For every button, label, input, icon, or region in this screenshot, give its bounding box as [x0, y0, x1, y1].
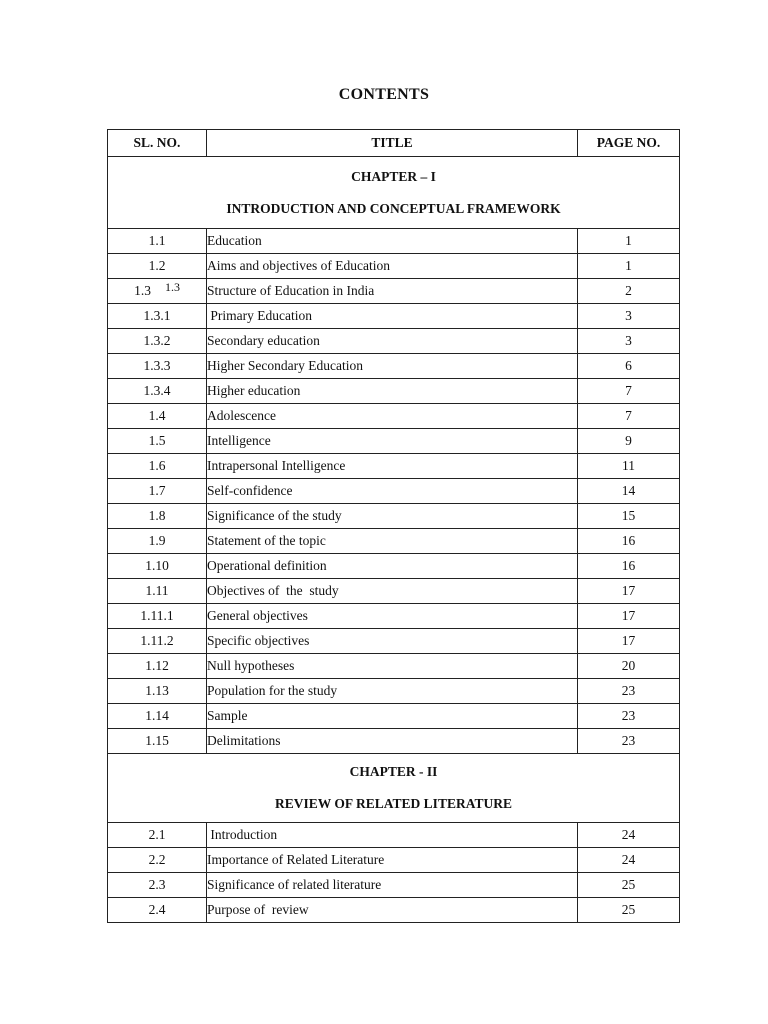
sl-no-cell: [108, 898, 207, 923]
sl-no-cell: [108, 873, 207, 898]
page-number: 17: [578, 629, 680, 654]
sl-no: 2.2: [148, 852, 166, 867]
entry-title: Primary Education: [207, 304, 578, 329]
table-row: [108, 654, 680, 679]
sl-no: 1.3.2: [143, 333, 171, 348]
page-number: 2: [578, 279, 680, 304]
entry-title: Self-confidence: [207, 479, 578, 504]
table-row: [108, 229, 680, 254]
sl-no: 1.8: [148, 508, 166, 523]
sl-no: 1.11.2: [140, 633, 174, 648]
page-number: 3: [578, 329, 680, 354]
entry-title: Statement of the topic: [207, 529, 578, 554]
sl-no-cell: [108, 454, 207, 479]
sl-no-cell: [108, 229, 207, 254]
sl-no-cell: [108, 848, 207, 873]
sl-no-cell: [108, 729, 207, 754]
contents-body: [108, 157, 680, 923]
sl-no-cell: [108, 354, 207, 379]
header-sl-no: SL. NO.: [108, 130, 207, 157]
table-row: [108, 304, 680, 329]
table-row: [108, 254, 680, 279]
entry-title: Intrapersonal Intelligence: [207, 454, 578, 479]
sl-no: 1.5: [148, 433, 166, 448]
sl-no-cell: [108, 404, 207, 429]
table-row: [108, 529, 680, 554]
sl-no-cell: [108, 304, 207, 329]
page-title: CONTENTS: [338, 86, 430, 103]
sl-no-cell: [108, 279, 207, 304]
sl-no: 1.12: [145, 658, 169, 673]
table-row: [108, 679, 680, 704]
page-number: 1: [578, 254, 680, 279]
table-row: [108, 504, 680, 529]
page-number: 24: [578, 848, 680, 873]
table-row: [108, 279, 680, 304]
sl-no-cell: [108, 654, 207, 679]
page-number: 6: [578, 354, 680, 379]
sl-no: 1.6: [148, 458, 166, 473]
page-number: 16: [578, 529, 680, 554]
sl-no: 1.3: [134, 283, 151, 298]
page-number: 1: [578, 229, 680, 254]
entry-title: Adolescence: [207, 404, 578, 429]
chapter-heading: [108, 754, 680, 823]
sl-no-cell: [108, 629, 207, 654]
entry-title: Aims and objectives of Education: [207, 254, 578, 279]
sl-no-cell: [108, 704, 207, 729]
table-row: [108, 604, 680, 629]
page-number: 23: [578, 679, 680, 704]
sl-no: 1.15: [145, 733, 169, 748]
page-number: 24: [578, 823, 680, 848]
table-row: [108, 479, 680, 504]
sl-no-cell: [108, 329, 207, 354]
sl-no: 1.11: [145, 583, 169, 598]
entry-title: Operational definition: [207, 554, 578, 579]
entry-title: Delimitations: [207, 729, 578, 754]
entry-title: Sample: [207, 704, 578, 729]
sl-no-extra: 1.3: [164, 280, 180, 294]
entry-title: Higher education: [207, 379, 578, 404]
chapter-heading-row: [108, 754, 680, 823]
page-number: 25: [578, 898, 680, 923]
table-row: [108, 704, 680, 729]
page-number: 7: [578, 404, 680, 429]
page-number: 9: [578, 429, 680, 454]
sl-no-cell: [108, 579, 207, 604]
entry-title: General objectives: [207, 604, 578, 629]
header-page-no: PAGE NO.: [578, 130, 680, 157]
sl-no-cell: [108, 379, 207, 404]
sl-no: 2.3: [148, 877, 166, 892]
chapter-heading-row: [108, 157, 680, 229]
entry-title: Intelligence: [207, 429, 578, 454]
chapter-heading: [108, 157, 680, 229]
chapter-name: REVIEW OF RELATED LITERATURE: [275, 796, 512, 811]
table-row: [108, 848, 680, 873]
header-row: [108, 130, 680, 157]
sl-no: 1.7: [148, 483, 166, 498]
page-number: 23: [578, 704, 680, 729]
entry-title: Specific objectives: [207, 629, 578, 654]
sl-no-cell: [108, 479, 207, 504]
table-row: [108, 873, 680, 898]
sl-no: 1.9: [148, 533, 166, 548]
entry-title: Objectives of the study: [207, 579, 578, 604]
sl-no-cell: [108, 529, 207, 554]
table-row: [108, 629, 680, 654]
entry-title: Introduction: [207, 823, 578, 848]
sl-no: 1.1: [148, 233, 166, 248]
sl-no: 1.10: [145, 558, 169, 573]
page-number: 15: [578, 504, 680, 529]
sl-no-cell: [108, 823, 207, 848]
entry-title: Null hypotheses: [207, 654, 578, 679]
entry-title: Secondary education: [207, 329, 578, 354]
table-row: [108, 404, 680, 429]
chapter-label: CHAPTER - II: [349, 764, 438, 779]
page-number: 17: [578, 604, 680, 629]
table-row: [108, 354, 680, 379]
sl-no: 1.2: [148, 258, 166, 273]
entry-title: Purpose of review: [207, 898, 578, 923]
sl-no: 1.4: [148, 408, 166, 423]
sl-no: 1.3.4: [143, 383, 171, 398]
page-number: 25: [578, 873, 680, 898]
sl-no-cell: [108, 429, 207, 454]
table-row: [108, 379, 680, 404]
entry-title: Significance of the study: [207, 504, 578, 529]
sl-no-cell: [108, 254, 207, 279]
sl-no-cell: [108, 554, 207, 579]
sl-no: 1.11.1: [140, 608, 174, 623]
table-row: [108, 454, 680, 479]
table-row: [108, 429, 680, 454]
table-row: [108, 554, 680, 579]
sl-no: 2.1: [148, 827, 166, 842]
page-number: 7: [578, 379, 680, 404]
sl-no-cell: [108, 604, 207, 629]
header-title: TITLE: [207, 130, 578, 157]
entry-title: Higher Secondary Education: [207, 354, 578, 379]
page-number: 20: [578, 654, 680, 679]
entry-title: Structure of Education in India: [207, 279, 578, 304]
entry-title: Significance of related literature: [207, 873, 578, 898]
page-number: 14: [578, 479, 680, 504]
page-number: 11: [578, 454, 680, 479]
entry-title: Population for the study: [207, 679, 578, 704]
sl-no: 1.14: [145, 708, 169, 723]
page-number: 3: [578, 304, 680, 329]
sl-no: 1.13: [145, 683, 169, 698]
entry-title: Education: [207, 229, 578, 254]
chapter-label: CHAPTER – I: [351, 168, 436, 184]
table-row: [108, 898, 680, 923]
page-number: 17: [578, 579, 680, 604]
sl-no: 2.4: [148, 902, 166, 917]
page-number: 16: [578, 554, 680, 579]
sl-no: 1.3.3: [143, 358, 171, 373]
sl-no-cell: [108, 504, 207, 529]
table-row: [108, 823, 680, 848]
sl-no-cell: [108, 679, 207, 704]
table-row: [108, 729, 680, 754]
chapter-name: INTRODUCTION AND CONCEPTUAL FRAMEWORK: [226, 200, 561, 216]
table-row: [108, 579, 680, 604]
entry-title: Importance of Related Literature: [207, 848, 578, 873]
contents-table: [107, 129, 680, 923]
table-row: [108, 329, 680, 354]
page-number: 23: [578, 729, 680, 754]
sl-no: 1.3.1: [143, 308, 171, 323]
